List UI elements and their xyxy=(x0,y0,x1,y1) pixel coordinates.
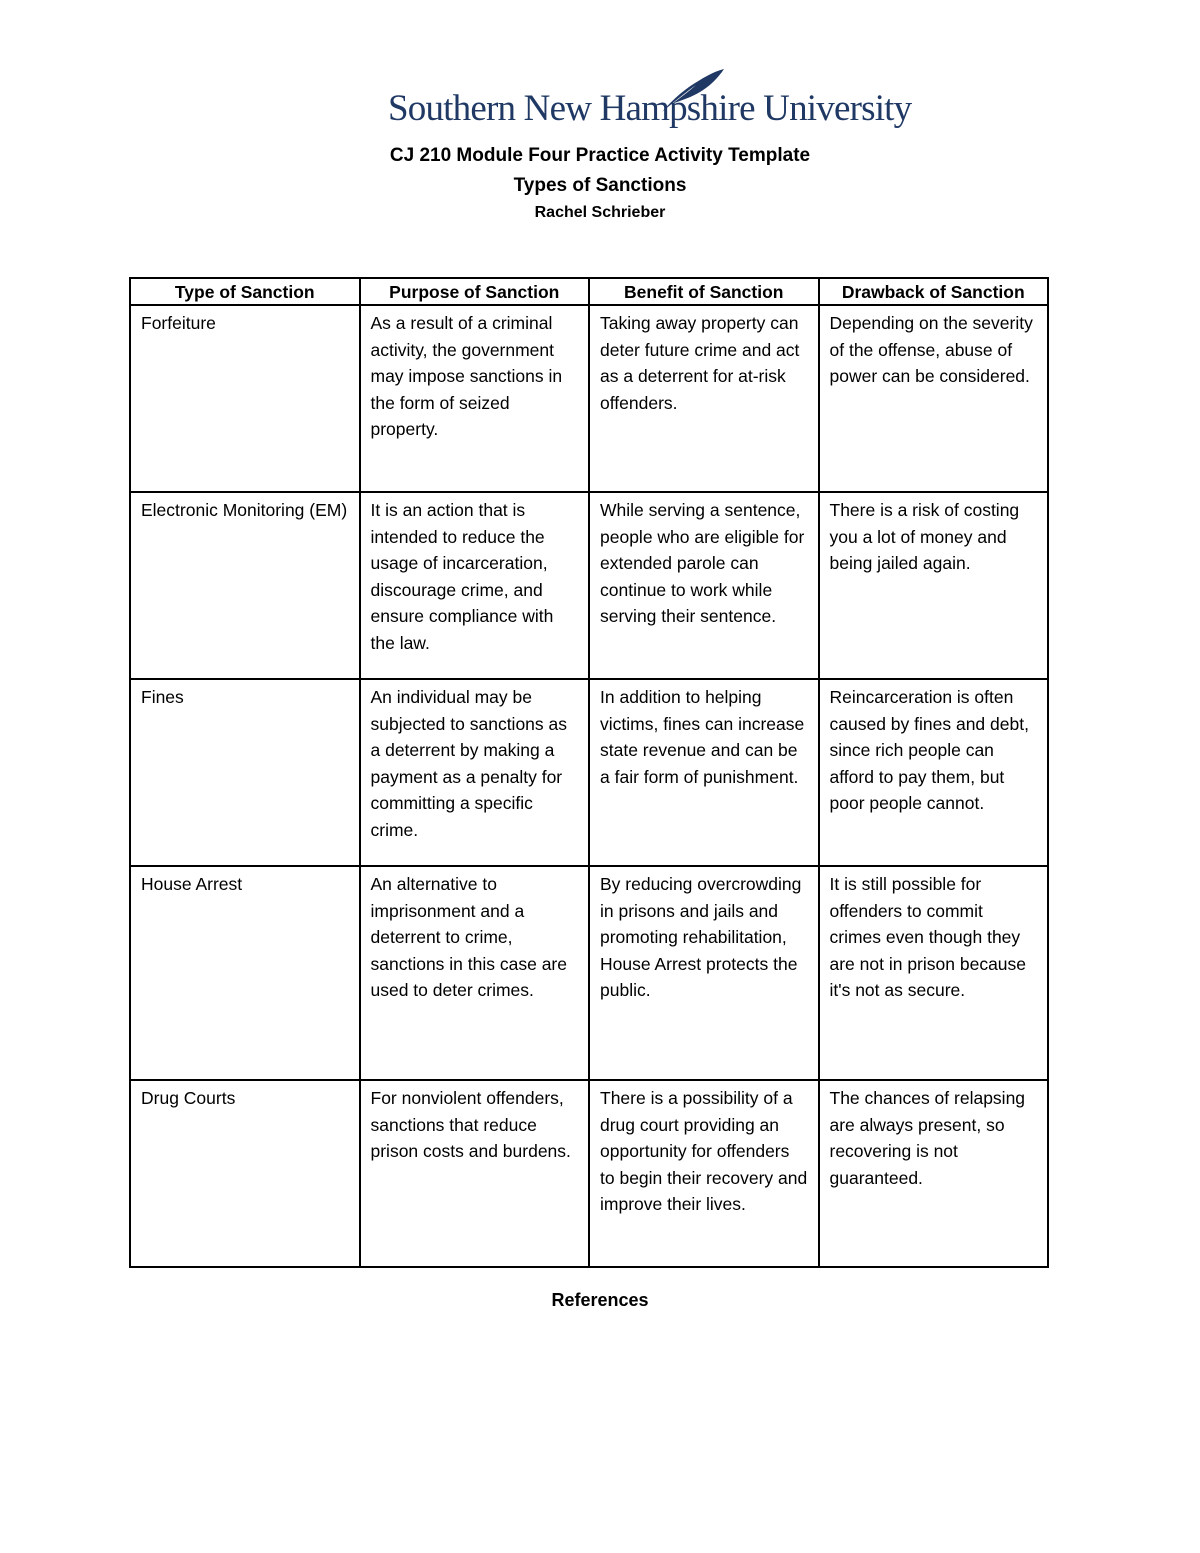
sanction-benefit-cell: Taking away property can deter future crime and act as a deterrent for at-risk offenders. xyxy=(589,305,819,492)
table-row xyxy=(130,679,1048,866)
column-header-benefit: Benefit of Sanction xyxy=(589,278,819,305)
column-header-type: Type of Sanction xyxy=(130,278,360,305)
column-header-drawback: Drawback of Sanction xyxy=(819,278,1049,305)
sanction-benefit-cell: There is a possibility of a drug court providing an opportunity for offenders to begin their recovery and improve their lives. xyxy=(589,1080,819,1267)
sanction-purpose-cell: For nonviolent offenders, sanctions that reduce prison costs and burdens. xyxy=(360,1080,590,1267)
document-title: CJ 210 Module Four Practice Activity Template xyxy=(389,145,811,166)
sanction-purpose-cell: It is an action that is intended to reduce the usage of incarceration, discourage crime, and ensure compliance with the law. xyxy=(360,492,590,679)
sanction-type-cell: House Arrest xyxy=(130,866,360,1080)
table-header-row xyxy=(130,278,1048,305)
document-subtitle: Types of Sanctions xyxy=(513,175,687,196)
table-row xyxy=(130,305,1048,492)
column-header-purpose: Purpose of Sanction xyxy=(360,278,590,305)
table-row xyxy=(130,1080,1048,1267)
sanction-benefit-cell: By reducing overcrowding in prisons and jails and promoting rehabilitation, House Arrest protects the public. xyxy=(589,866,819,1080)
sanction-benefit-cell: In addition to helping victims, fines can increase state revenue and can be a fair form of punishment. xyxy=(589,679,819,866)
university-logo xyxy=(388,68,912,136)
sanction-drawback-cell: Reincarceration is often caused by fines and debt, since rich people can afford to pay them, but poor people cannot. xyxy=(819,679,1049,866)
author-name: Rachel Schrieber xyxy=(534,204,666,221)
sanction-drawback-cell: It is still possible for offenders to commit crimes even though they are not in prison because it's not as secure. xyxy=(819,866,1049,1080)
sanction-drawback-cell: There is a risk of costing you a lot of money and being jailed again. xyxy=(819,492,1049,679)
sanction-purpose-cell: As a result of a criminal activity, the government may impose sanctions in the form of seized property. xyxy=(360,305,590,492)
table-row xyxy=(130,492,1048,679)
sanction-type-cell: Fines xyxy=(130,679,360,866)
sanction-purpose-cell: An alternative to imprisonment and a deterrent to crime, sanctions in this case are used to deter crimes. xyxy=(360,866,590,1080)
sanctions-table xyxy=(129,277,1049,1268)
sanction-benefit-cell: While serving a sentence, people who are eligible for extended parole can continue to work while serving their sentence. xyxy=(589,492,819,679)
table-row xyxy=(130,866,1048,1080)
sanction-drawback-cell: The chances of relapsing are always present, so recovering is not guaranteed. xyxy=(819,1080,1049,1267)
references-heading: References xyxy=(551,1290,649,1310)
sanction-type-cell: Drug Courts xyxy=(130,1080,360,1267)
sanction-drawback-cell: Depending on the severity of the offense, abuse of power can be considered. xyxy=(819,305,1049,492)
sanction-purpose-cell: An individual may be subjected to sanctions as a deterrent by making a payment as a penalty for committing a specific crime. xyxy=(360,679,590,866)
sanction-type-cell: Electronic Monitoring (EM) xyxy=(130,492,360,679)
logo-wordmark: Southern New Hampshire University xyxy=(388,88,912,129)
sanction-type-cell: Forfeiture xyxy=(130,305,360,492)
